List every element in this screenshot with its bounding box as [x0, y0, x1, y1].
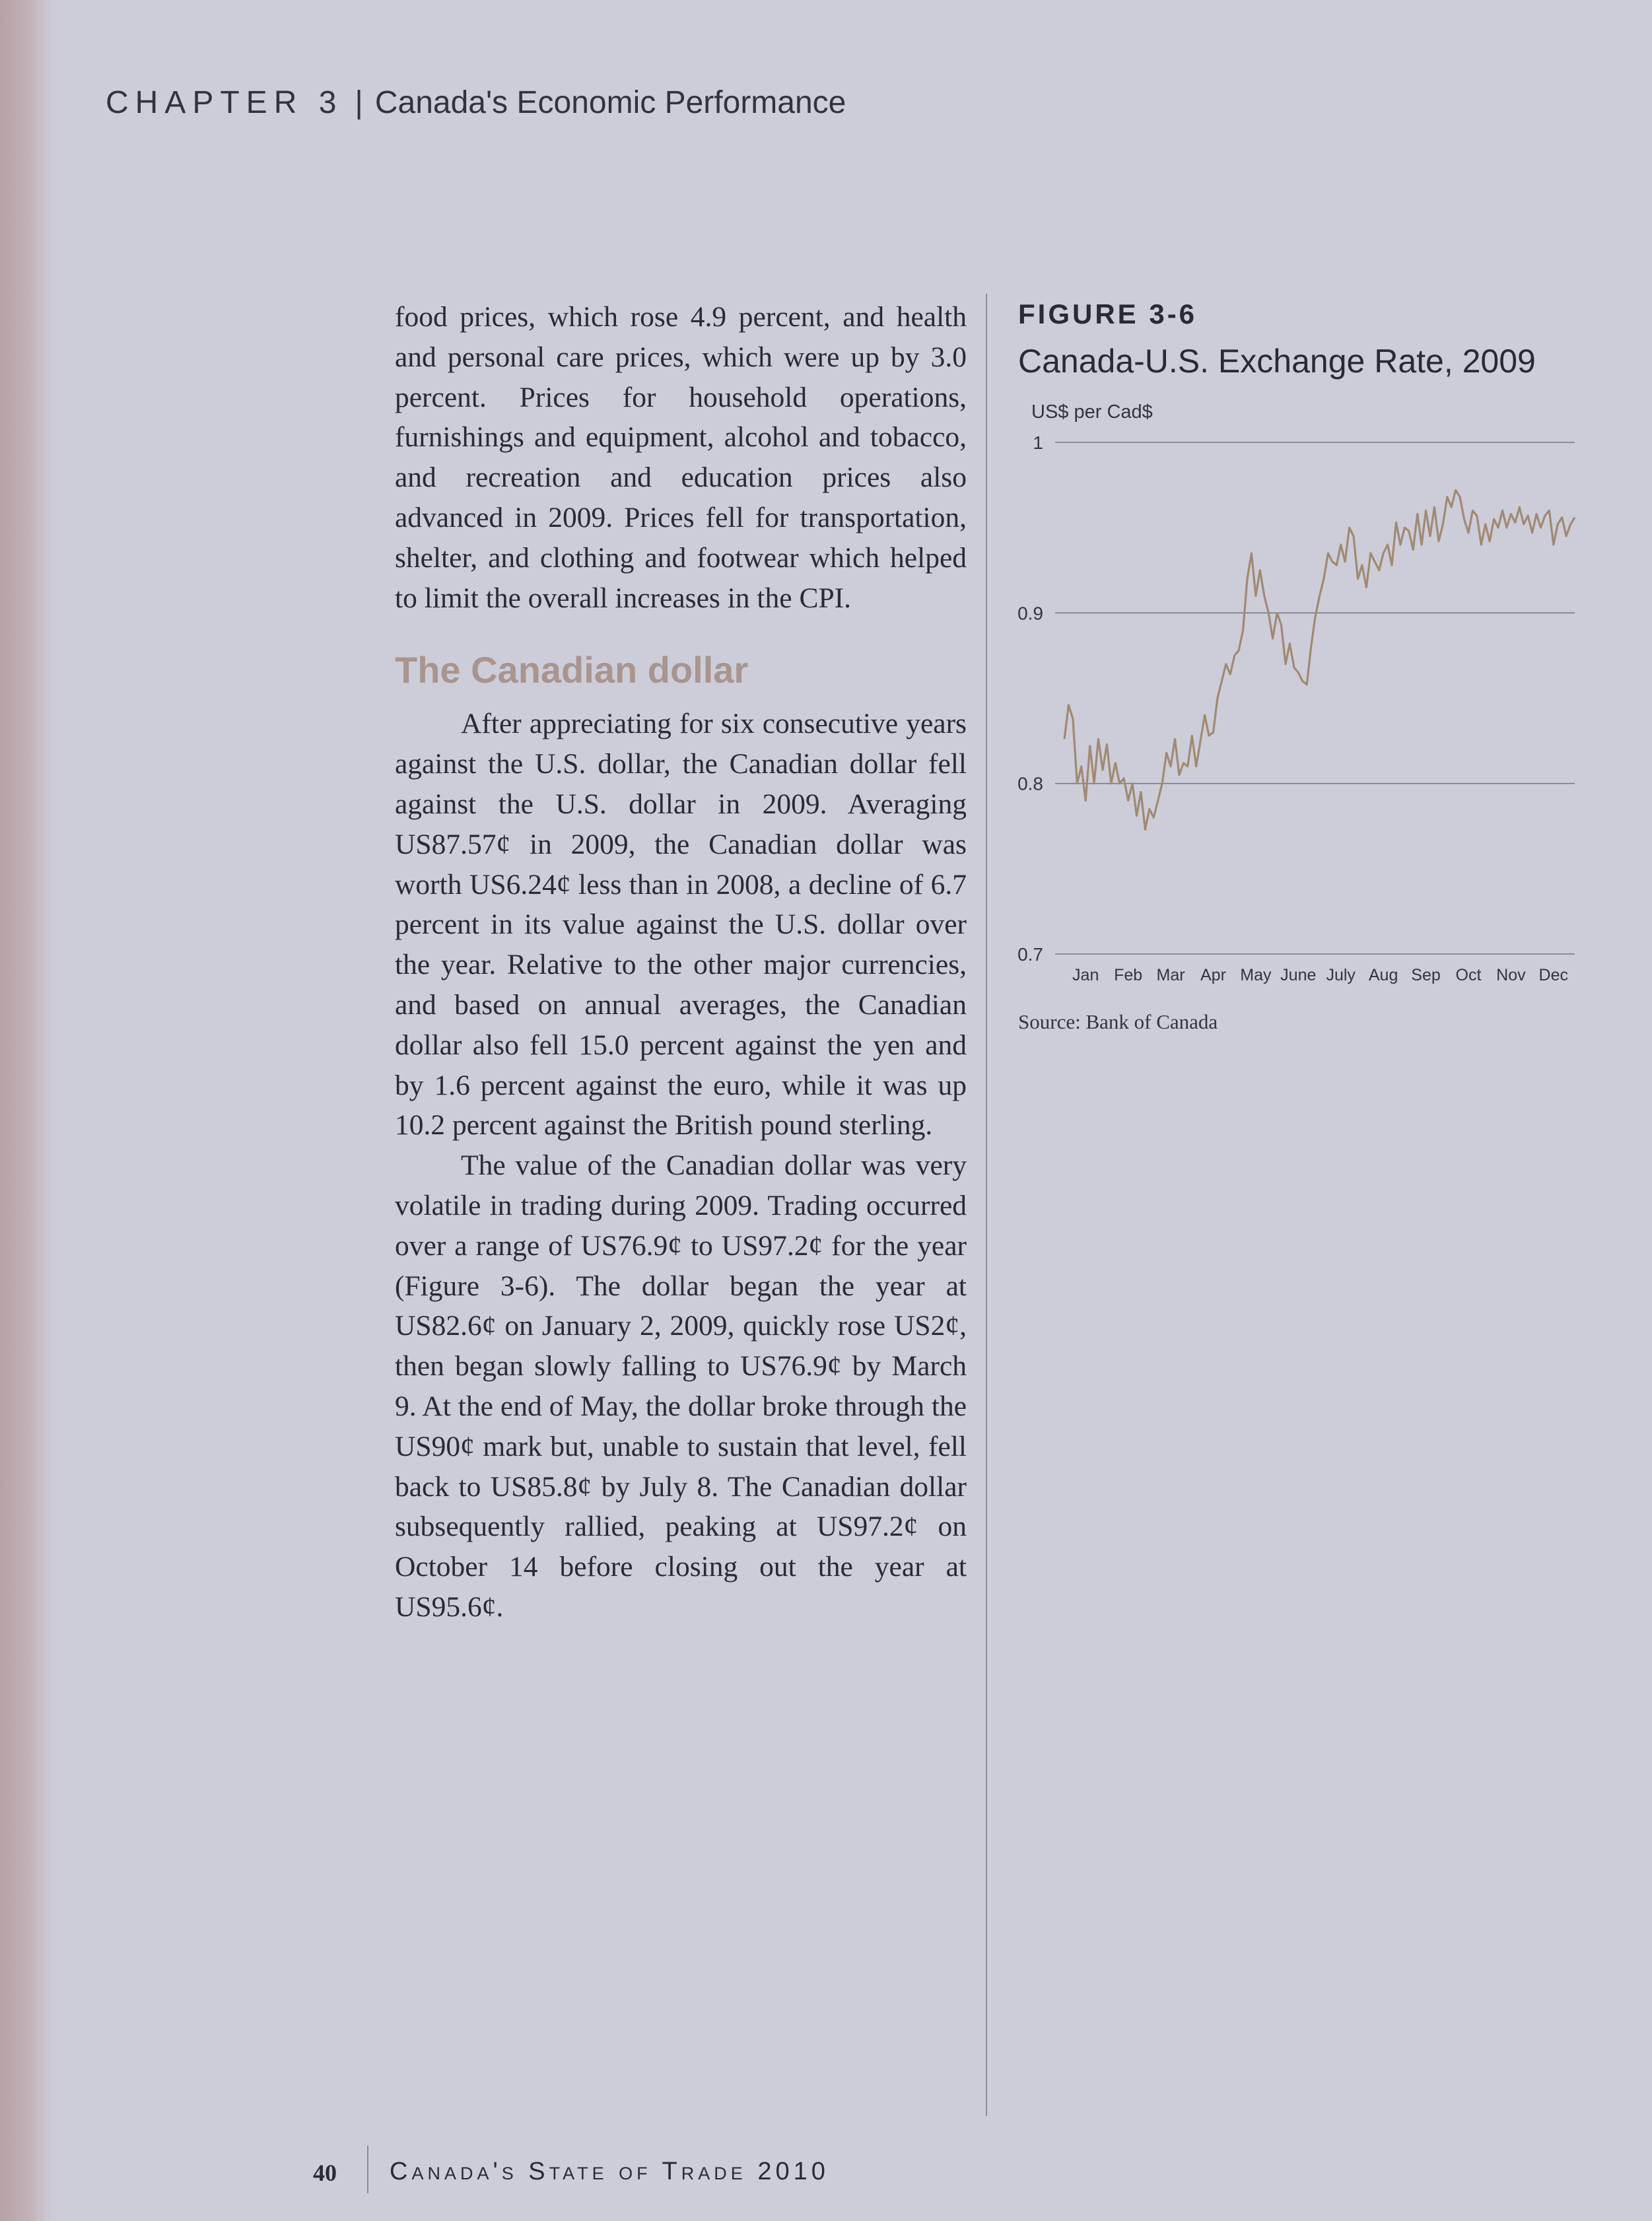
- x-tick-label: Oct: [1455, 966, 1482, 984]
- body-text-column: [395, 297, 967, 1627]
- figure-source: Source: Bank of Canada: [1018, 1010, 1218, 1033]
- figure-label: FIGURE 3-6: [1018, 298, 1198, 329]
- x-tick-label: July: [1326, 966, 1356, 984]
- page-footer: [0, 2146, 924, 2199]
- chapter-title: Canada's Economic Performance: [374, 85, 846, 120]
- figure-title: Canada-U.S. Exchange Rate, 2009: [1018, 343, 1536, 380]
- continued-paragraph: food prices, which rose 4.9 percent, and health and personal care prices, which were up by 3.0 percent. Prices for household operations, furnishings and equipment, alcohol and tobacco, and recreation and education prices also advanced in 2009. Prices fell for transportation, shelter, and clothing and footwear which helped to limit the overall increases in the CPI.: [395, 301, 967, 614]
- y-tick-label: 0.7: [1017, 944, 1043, 965]
- footer-divider: [367, 2146, 368, 2193]
- x-tick-label: Nov: [1496, 966, 1526, 984]
- x-tick-label: June: [1280, 966, 1317, 984]
- x-tick-label: May: [1240, 966, 1272, 984]
- column-divider: [986, 294, 987, 2116]
- section-heading: The Canadian dollar: [395, 649, 749, 691]
- body-paragraph-2: The value of the Canadian dollar was very volatile in trading during 2009. Trading occurred over a range of US76.9¢ to US97.2¢ for the year (Figure 3-6). The dollar began the year at US82.6¢ on January 2, 2009, quickly rose US2¢, then began slowly falling to US76.9¢ by March 9. At the end of May, the dollar broke through the US90¢ mark but, unable to sustain that level, fell back to US85.8¢ by July 8. The Canadian dollar subsequently rallied, peaking at US97.2¢ on October 14 before closing out the year at US95.6¢.: [395, 1149, 967, 1623]
- body-paragraph-1: After appreciating for six consecutive years against the U.S. dollar, the Canadian dollar fell against the U.S. dollar in 2009. Averaging US87.57¢ in 2009, the Canadian dollar was worth US6.24¢ less than in 2008, a decline of 6.7 percent in its value against the U.S. dollar over the year. Relative to the other major currencies, and based on annual averages, the Canadian dollar also fell 15.0 percent against the yen and by 1.6 percent against the euro, while it was up 10.2 percent against the British pound sterling.: [395, 708, 967, 1142]
- x-tick-label: Apr: [1200, 966, 1226, 984]
- x-tick-label: Jan: [1072, 966, 1099, 984]
- x-tick-label: Sep: [1411, 966, 1441, 984]
- exchange-rate-line: [1064, 490, 1575, 829]
- y-tick-label: 0.9: [1017, 603, 1043, 624]
- y-tick-label: 0.8: [1017, 773, 1043, 794]
- y-tick-labels: [1017, 432, 1043, 965]
- exchange-rate-chart: [1010, 423, 1591, 990]
- chart-gridlines: [1055, 442, 1575, 954]
- x-tick-label: Dec: [1538, 966, 1569, 984]
- y-axis-label: US$ per Cad$: [1031, 401, 1153, 423]
- chapter-number: CHAPTER 3: [106, 85, 343, 120]
- page-spine-shadow: [0, 0, 53, 2221]
- x-tick-label: Feb: [1114, 966, 1143, 984]
- header-separator: |: [355, 85, 363, 120]
- x-tick-label: Mar: [1156, 966, 1185, 984]
- page-number: 40: [313, 2160, 337, 2186]
- y-tick-label: 1: [1033, 432, 1043, 453]
- publication-title: Canada's State of Trade 2010: [390, 2158, 829, 2185]
- chapter-header: [106, 85, 846, 121]
- x-tick-labels: [1072, 966, 1568, 984]
- x-tick-label: Aug: [1368, 966, 1398, 984]
